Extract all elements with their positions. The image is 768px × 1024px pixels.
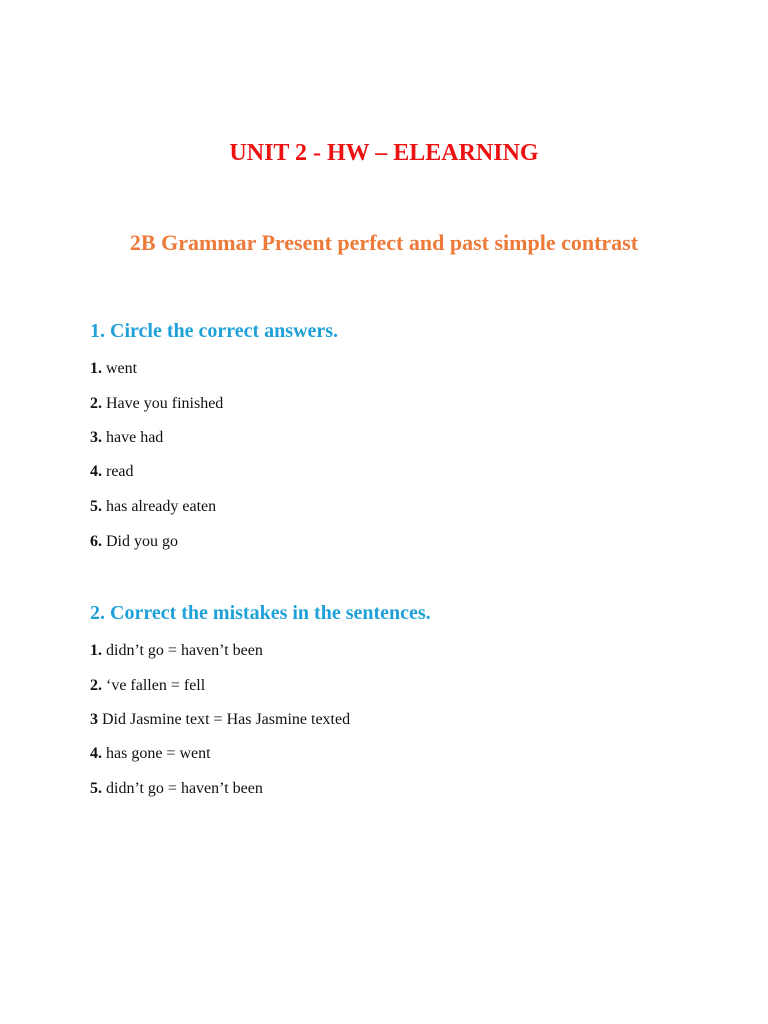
item-number: 5. — [90, 498, 102, 515]
item-number: 3 — [90, 711, 98, 728]
list-item — [90, 359, 137, 379]
item-text: has already eaten — [102, 498, 217, 515]
item-text: Have you finished — [102, 395, 224, 412]
list-item — [90, 532, 178, 552]
list-item — [90, 428, 163, 448]
list-item — [90, 676, 205, 696]
list-item — [90, 779, 263, 799]
item-text: went — [102, 360, 138, 377]
item-text: didn’t go = haven’t been — [102, 642, 263, 659]
item-text: read — [102, 463, 134, 480]
item-number: 2. — [90, 395, 102, 412]
document-title: UNIT 2 - HW – ELEARNING — [229, 140, 539, 166]
list-item — [90, 710, 350, 730]
section-heading-correct-mistakes: 2. Correct the mistakes in the sentences. — [90, 602, 431, 624]
document-subtitle: 2B Grammar Present perfect and past simple contrast — [129, 230, 639, 255]
item-number: 1. — [90, 360, 102, 377]
list-item — [90, 462, 134, 482]
item-text: Did Jasmine text = Has Jasmine texted — [98, 711, 351, 728]
item-number: 5. — [90, 780, 102, 797]
item-number: 3. — [90, 429, 102, 446]
item-text: have had — [102, 429, 164, 446]
item-number: 4. — [90, 463, 102, 480]
item-text: Did you go — [102, 533, 178, 550]
item-text: didn’t go = haven’t been — [102, 780, 263, 797]
list-item — [90, 744, 211, 764]
list-item — [90, 497, 216, 517]
item-number: 2. — [90, 677, 102, 694]
item-number: 6. — [90, 533, 102, 550]
list-item — [90, 394, 223, 414]
item-number: 1. — [90, 642, 102, 659]
list-item — [90, 641, 263, 661]
section-heading-circle-answers: 1. Circle the correct answers. — [90, 320, 339, 342]
item-text: ‘ve fallen = fell — [102, 677, 206, 694]
item-text: has gone = went — [102, 745, 211, 762]
item-number: 4. — [90, 745, 102, 762]
